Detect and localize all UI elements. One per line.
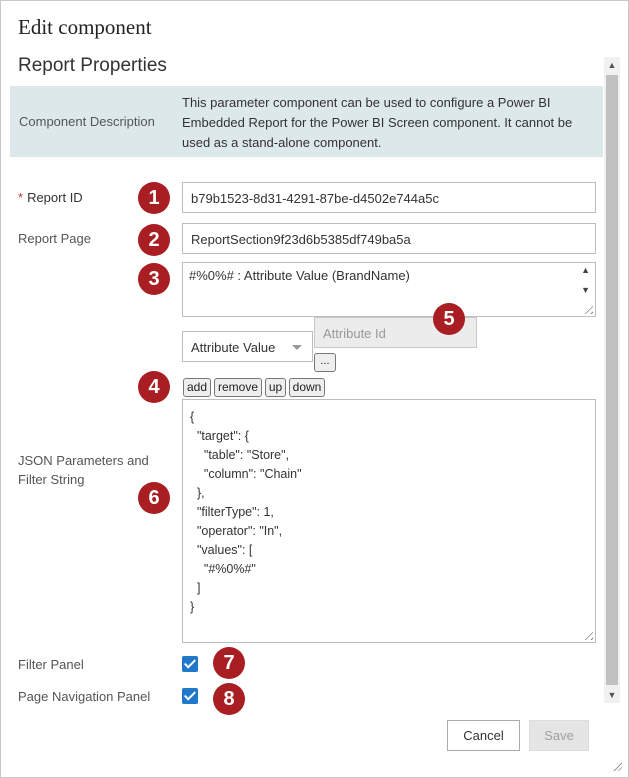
callout-badge-7: 7 <box>213 647 245 679</box>
report-id-input[interactable]: b79b1523-8d31-4291-87be-d4502e744a5c <box>182 182 596 213</box>
callout-badge-8: 8 <box>213 683 245 715</box>
vertical-scrollbar[interactable] <box>604 57 620 703</box>
save-button: Save <box>529 720 589 751</box>
filter-expression-text: #%0%# : Attribute Value (BrandName) <box>189 268 410 283</box>
textarea-scroll-down-icon[interactable]: ▼ <box>581 285 590 295</box>
callout-badge-1: 1 <box>138 182 170 214</box>
down-button[interactable]: down <box>289 378 325 397</box>
callout-badge-6: 6 <box>138 482 170 514</box>
json-parameters-textarea[interactable] <box>182 399 596 643</box>
page-navigation-panel-label: Page Navigation Panel <box>18 689 151 704</box>
report-page-input[interactable]: ReportSection9f23d6b5385df749ba5a <box>182 223 596 254</box>
resize-grip-icon[interactable] <box>581 302 593 314</box>
add-button[interactable]: add <box>183 378 211 397</box>
component-description-panel <box>10 86 603 157</box>
json-parameters-text: { "target": { "table": "Store", "column": "Chain" }, "filterType": 1, "operator": "In", "values": [ "#%0%#" ] } <box>190 410 302 614</box>
page-navigation-panel-checkbox[interactable] <box>182 688 198 704</box>
up-button[interactable]: up <box>265 378 286 397</box>
browse-button[interactable]: ... <box>314 353 336 372</box>
json-parameters-label: JSON Parameters and Filter String <box>18 453 149 487</box>
attribute-type-select[interactable] <box>182 331 313 362</box>
scrollbar-thumb[interactable] <box>606 75 618 685</box>
resize-grip-icon[interactable] <box>581 628 593 640</box>
dialog-resize-icon[interactable] <box>612 761 622 771</box>
filter-panel-checkbox[interactable] <box>182 656 198 672</box>
component-description-label: Component Description <box>19 114 155 129</box>
textarea-scroll-up-icon[interactable]: ▲ <box>581 265 590 275</box>
remove-button[interactable]: remove <box>214 378 262 397</box>
attribute-type-value: Attribute Value <box>191 340 276 355</box>
scroll-down-icon[interactable]: ▼ <box>607 690 617 700</box>
report-page-label: Report Page <box>18 231 91 246</box>
component-description-text: This parameter component can be used to configure a Power BI Embedded Report for the Power BI Screen component. It cannot be used as a stand-alone component. <box>182 95 573 150</box>
callout-badge-5: 5 <box>433 303 465 335</box>
required-mark: * <box>18 190 24 205</box>
filter-expression-textarea[interactable] <box>182 262 596 317</box>
scroll-up-icon[interactable]: ▲ <box>607 60 617 70</box>
section-title: Report Properties <box>18 55 167 76</box>
attribute-id-input: Attribute Id <box>314 317 477 348</box>
callout-badge-4: 4 <box>138 371 170 403</box>
dialog-title: Edit component <box>18 15 152 39</box>
callout-badge-2: 2 <box>138 224 170 256</box>
chevron-down-icon <box>292 345 302 350</box>
report-id-label: * Report ID <box>18 190 83 205</box>
cancel-button[interactable]: Cancel <box>447 720 520 751</box>
filter-panel-label: Filter Panel <box>18 657 84 672</box>
callout-badge-3: 3 <box>138 263 170 295</box>
